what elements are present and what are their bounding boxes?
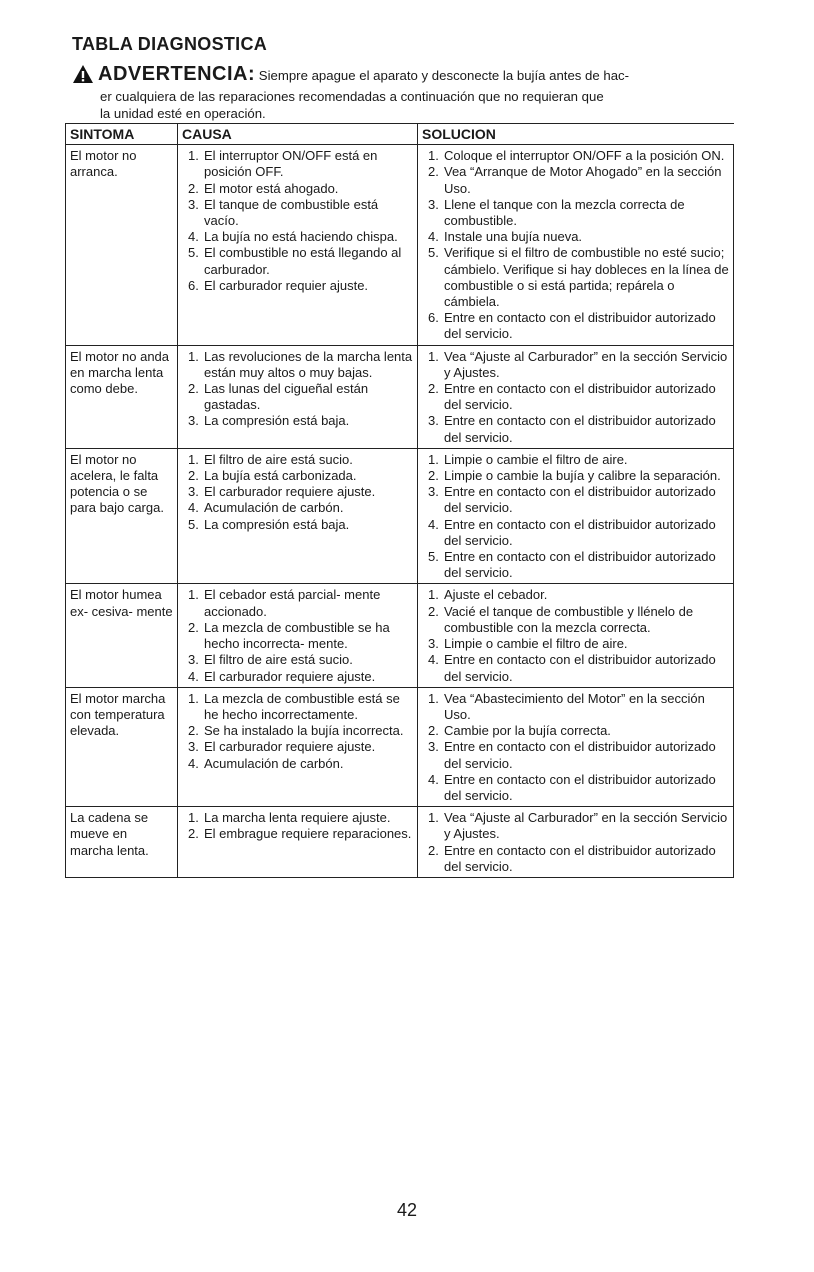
solution-list	[422, 691, 729, 804]
cause-item	[182, 245, 413, 277]
solution-text: Vacié el tanque de combustible y llénelo de combustible con la mezcla correcta.	[444, 603, 694, 635]
table-row	[66, 687, 734, 806]
cause-item	[182, 587, 413, 619]
header-solution: SOLUCION	[418, 124, 734, 145]
solution-text: Entre en contacto con el distribuidor autorizado del servicio.	[444, 771, 716, 803]
solution-item	[422, 723, 729, 739]
cause-item	[182, 413, 413, 429]
item-number: 2.	[188, 826, 199, 842]
cause-list	[182, 148, 413, 294]
solution-cell	[418, 145, 734, 345]
item-number: 1.	[188, 587, 199, 603]
solution-text: Vea “Abastecimiento del Motor” en la sección Uso.	[444, 690, 705, 722]
item-number: 4.	[188, 755, 199, 771]
solution-text: Entre en contacto con el distribuidor autorizado del servicio.	[444, 652, 716, 684]
cause-item	[182, 278, 413, 294]
solution-text: Coloque el interruptor ON/OFF a la posición ON.	[444, 148, 725, 164]
item-number: 2.	[188, 468, 199, 484]
cause-text: El carburador requier ajuste.	[204, 277, 369, 293]
item-number: 2.	[428, 842, 439, 858]
item-number: 3.	[428, 636, 439, 652]
item-number: 4.	[428, 771, 439, 787]
diagnostic-table	[65, 123, 734, 878]
solution-item	[422, 691, 729, 723]
solution-text: Entre en contacto con el distribuidor autorizado del servicio.	[444, 310, 716, 342]
item-number: 5.	[188, 516, 199, 532]
cause-text: El combustible no está llegando al carburador.	[204, 245, 402, 277]
solution-text: Limpie o cambie la bujía y calibre la separación.	[444, 468, 721, 484]
item-number: 1.	[428, 587, 439, 603]
cause-text: El filtro de aire está sucio.	[204, 451, 353, 467]
cause-text: Acumulación de carbón.	[204, 500, 344, 516]
table-row	[66, 584, 734, 687]
cause-text: El filtro de aire está sucio.	[204, 652, 353, 668]
warning-text-line2: er cualquiera de las reparaciones recomendadas a continuación que no requieran que	[100, 89, 604, 104]
item-number: 3.	[428, 484, 439, 500]
cause-item	[182, 381, 413, 413]
warning-text-line3: la unidad esté en operación.	[100, 106, 266, 121]
table-row	[66, 345, 734, 448]
page-title: TABLA DIAGNOSTICA	[72, 34, 268, 54]
cause-cell	[178, 584, 418, 687]
item-number: 3.	[188, 484, 199, 500]
item-number: 2.	[188, 723, 199, 739]
solution-list	[422, 349, 729, 446]
cause-text: El motor está ahogado.	[204, 180, 339, 196]
solution-item	[422, 810, 729, 842]
solution-text: Limpie o cambie el filtro de aire.	[444, 636, 628, 652]
solution-item	[422, 772, 729, 804]
solution-cell	[418, 448, 734, 584]
item-number: 5.	[188, 245, 199, 261]
item-number: 2.	[428, 468, 439, 484]
item-number: 4.	[428, 652, 439, 668]
solution-item	[422, 452, 729, 468]
cause-item	[182, 197, 413, 229]
cause-text: La bujía no está haciendo chispa.	[204, 229, 398, 245]
item-number: 2.	[188, 619, 199, 635]
cause-item	[182, 452, 413, 468]
solution-item	[422, 587, 729, 603]
cause-list	[182, 587, 413, 684]
solution-text: Entre en contacto con el distribuidor autorizado del servicio.	[444, 413, 716, 445]
cause-text: Acumulación de carbón.	[204, 755, 344, 771]
cause-item	[182, 826, 413, 842]
item-number: 3.	[428, 739, 439, 755]
item-number: 3.	[188, 739, 199, 755]
solution-item	[422, 604, 729, 636]
solution-text: Verifique si el filtro de combustible no esté sucio; cámbielo. Verifique si hay dobleces en la línea de combustible o si está partida; repárela o cámbiela.	[444, 245, 729, 310]
solution-text: Entre en contacto con el distribuidor autorizado del servicio.	[444, 381, 716, 413]
warning-text-line1: Siempre apague el aparato y desconecte la bujía antes de hac-	[258, 68, 630, 83]
item-number: 1.	[428, 148, 439, 164]
solution-item	[422, 349, 729, 381]
item-number: 3.	[428, 196, 439, 212]
warning-heading: ADVERTENCIA:	[98, 63, 256, 85]
table-row	[66, 807, 734, 878]
item-number: 2.	[188, 180, 199, 196]
item-number: 3.	[188, 196, 199, 212]
solution-text: Vea “Ajuste al Carburador” en la sección Servicio y Ajustes.	[444, 810, 728, 842]
item-number: 4.	[428, 516, 439, 532]
solution-item	[422, 517, 729, 549]
cause-item	[182, 669, 413, 685]
cause-item	[182, 517, 413, 533]
cause-item	[182, 691, 413, 723]
cause-list	[182, 349, 413, 430]
cause-text: La mezcla de combustible está se he hecho incorrectamente.	[204, 690, 400, 722]
solution-item	[422, 468, 729, 484]
item-number: 2.	[188, 381, 199, 397]
item-number: 6.	[428, 310, 439, 326]
symptom-cell: El motor no anda en marcha lenta como debe.	[66, 345, 178, 448]
cause-list	[182, 452, 413, 533]
solution-list	[422, 148, 729, 342]
cause-text: El cebador está parcial- mente accionado.	[204, 587, 381, 619]
cause-item	[182, 620, 413, 652]
solution-item	[422, 739, 729, 771]
cause-cell	[178, 807, 418, 878]
cause-text: El tanque de combustible está vacío.	[204, 196, 379, 229]
solution-text: Vea “Arranque de Motor Ahogado” en la sección Uso.	[444, 164, 722, 196]
item-number: 4.	[428, 229, 439, 245]
cause-text: El carburador requiere ajuste.	[204, 668, 376, 684]
cause-text: Las revoluciones de la marcha lenta están muy altos o muy bajas.	[204, 348, 413, 380]
cause-item	[182, 484, 413, 500]
solution-list	[422, 587, 729, 684]
symptom-cell: El motor no acelera, le falta potencia o se para bajo carga.	[66, 448, 178, 584]
solution-item	[422, 310, 729, 342]
cause-text: Las lunas del cigueñal están gastadas.	[204, 381, 369, 413]
solution-text: Vea “Ajuste al Carburador” en la sección Servicio y Ajustes.	[444, 348, 728, 380]
solution-text: Limpie o cambie el filtro de aire.	[444, 451, 628, 467]
solution-item	[422, 549, 729, 581]
page-number: 42	[396, 1200, 418, 1220]
item-number: 5.	[428, 245, 439, 261]
item-number: 1.	[428, 690, 439, 706]
cause-text: Se ha instalado la bujía incorrecta.	[204, 723, 404, 739]
solution-text: Entre en contacto con el distribuidor autorizado del servicio.	[444, 484, 716, 516]
solution-text: Llene el tanque con la mezcla correcta de combustible.	[444, 196, 685, 229]
item-number: 2.	[428, 381, 439, 397]
solution-item	[422, 413, 729, 445]
cause-item	[182, 739, 413, 755]
solution-item	[422, 652, 729, 684]
cause-text: El carburador requiere ajuste.	[204, 484, 376, 500]
solution-item	[422, 843, 729, 875]
cause-text: El embrague requiere reparaciones.	[204, 826, 412, 842]
item-number: 1.	[188, 451, 199, 467]
symptom-cell: La cadena se mueve en marcha lenta.	[66, 807, 178, 878]
symptom-cell: El motor marcha con temperatura elevada.	[66, 687, 178, 806]
cause-cell	[178, 345, 418, 448]
item-number: 2.	[428, 723, 439, 739]
item-number: 4.	[188, 229, 199, 245]
solution-cell	[418, 584, 734, 687]
solution-item	[422, 197, 729, 229]
cause-text: La compresión está baja.	[204, 413, 350, 429]
cause-text: La bujía está carbonizada.	[204, 468, 357, 484]
item-number: 2.	[428, 603, 439, 619]
item-number: 1.	[188, 348, 199, 364]
item-number: 2.	[428, 164, 439, 180]
header-symptom: SINTOMA	[66, 124, 178, 145]
table-row	[66, 448, 734, 584]
cause-cell	[178, 145, 418, 345]
warning-block	[72, 64, 722, 122]
solution-cell	[418, 687, 734, 806]
item-number: 1.	[188, 690, 199, 706]
cause-item	[182, 810, 413, 826]
solution-item	[422, 164, 729, 196]
solution-item	[422, 381, 729, 413]
cause-text: La mezcla de combustible se ha hecho incorrecta- mente.	[204, 619, 390, 652]
solution-item	[422, 148, 729, 164]
cause-item	[182, 349, 413, 381]
table-row	[66, 145, 734, 345]
cause-item	[182, 723, 413, 739]
solution-list	[422, 810, 729, 875]
symptom-cell: El motor no arranca.	[66, 145, 178, 345]
solution-text: Instale una bujía nueva.	[444, 229, 583, 245]
item-number: 4.	[188, 668, 199, 684]
cause-item	[182, 500, 413, 516]
cause-item	[182, 468, 413, 484]
header-cause: CAUSA	[178, 124, 418, 145]
cause-text: La compresión está baja.	[204, 516, 350, 532]
solution-item	[422, 245, 729, 310]
cause-item	[182, 229, 413, 245]
solution-cell	[418, 807, 734, 878]
solution-item	[422, 484, 729, 516]
cause-list	[182, 810, 413, 842]
cause-item	[182, 756, 413, 772]
cause-list	[182, 691, 413, 772]
solution-text: Entre en contacto con el distribuidor autorizado del servicio.	[444, 842, 716, 874]
cause-text: La marcha lenta requiere ajuste.	[204, 810, 391, 826]
cause-item	[182, 148, 413, 180]
item-number: 3.	[188, 652, 199, 668]
item-number: 3.	[428, 413, 439, 429]
item-number: 4.	[188, 500, 199, 516]
cause-item	[182, 652, 413, 668]
symptom-cell: El motor humea ex- cesiva- mente	[66, 584, 178, 687]
solution-text: Entre en contacto con el distribuidor autorizado del servicio.	[444, 516, 716, 548]
table-header-row	[66, 124, 734, 145]
solution-list	[422, 452, 729, 582]
solution-item	[422, 229, 729, 245]
solution-item	[422, 636, 729, 652]
item-number: 6.	[188, 277, 199, 293]
warning-icon	[72, 64, 94, 88]
solution-cell	[418, 345, 734, 448]
cause-item	[182, 181, 413, 197]
cause-text: El carburador requiere ajuste.	[204, 739, 376, 755]
cause-text: El interruptor ON/OFF está en posición OFF.	[204, 148, 378, 180]
item-number: 1.	[428, 810, 439, 826]
item-number: 1.	[188, 148, 199, 164]
solution-text: Entre en contacto con el distribuidor autorizado del servicio.	[444, 549, 716, 581]
item-number: 1.	[428, 348, 439, 364]
item-number: 1.	[188, 810, 199, 826]
solution-text: Ajuste el cebador.	[444, 587, 548, 603]
item-number: 5.	[428, 549, 439, 565]
solution-text: Cambie por la bujía correcta.	[444, 723, 611, 739]
solution-text: Entre en contacto con el distribuidor autorizado del servicio.	[444, 739, 716, 771]
cause-cell	[178, 687, 418, 806]
item-number: 3.	[188, 413, 199, 429]
cause-cell	[178, 448, 418, 584]
item-number: 1.	[428, 451, 439, 467]
